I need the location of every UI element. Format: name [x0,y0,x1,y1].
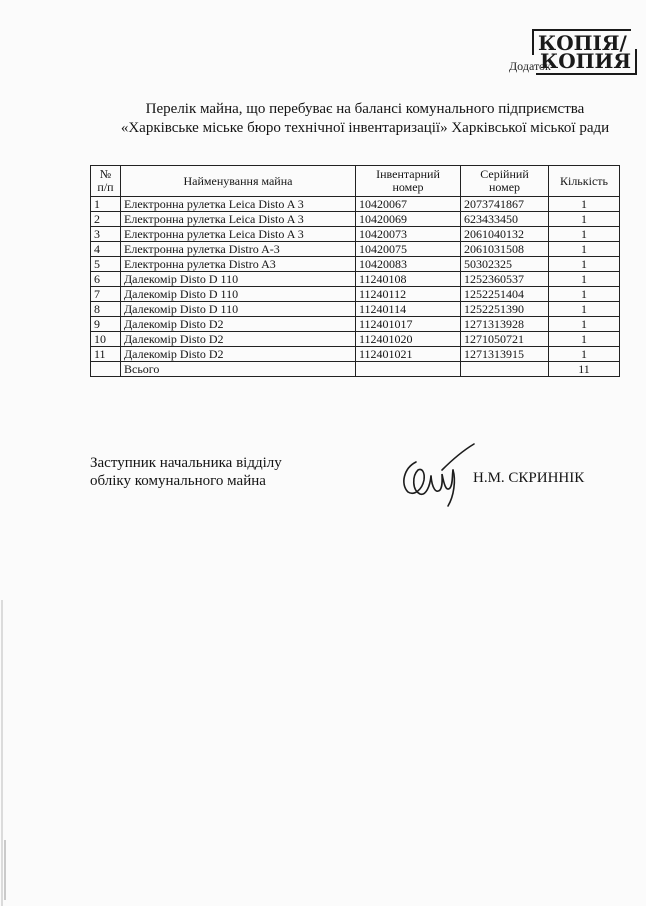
cell-number: 9 [91,317,121,332]
cell-name: Далекомір Disto D2 [121,332,356,347]
cell-serial: 623433450 [461,212,549,227]
header-inventory [356,166,461,197]
cell-quantity: 1 [549,302,620,317]
cell-inventory: 11240112 [356,287,461,302]
cell-name: Далекомір Disto D 110 [121,287,356,302]
header-serial-line-1: Серійний [480,167,529,181]
cell-name: Далекомір Disto D2 [121,317,356,332]
cell-name: Електронна рулетка Leica Disto A 3 [121,227,356,242]
cell-number: 3 [91,227,121,242]
cell-serial-empty [461,362,549,377]
cell-inventory: 112401021 [356,347,461,362]
cell-name: Далекомір Disto D 110 [121,302,356,317]
cell-quantity: 1 [549,257,620,272]
cell-quantity: 1 [549,272,620,287]
header-serial-line-2: номер [488,180,521,194]
table-total-row [91,362,620,377]
cell-number: 1 [91,197,121,212]
cell-quantity: 1 [549,242,620,257]
header-number-line-1: № [99,167,112,181]
header-quantity: Кількість [549,166,620,197]
cell-number: 8 [91,302,121,317]
header-name: Найменування майна [121,166,356,197]
cell-inventory: 10420067 [356,197,461,212]
cell-number-empty [91,362,121,377]
cell-quantity: 1 [549,197,620,212]
cell-quantity: 1 [549,287,620,302]
property-table [90,165,620,377]
annex-label: Додаток [509,59,551,73]
header-inventory-line-2: номер [392,180,424,194]
cell-number: 2 [91,212,121,227]
cell-quantity: 1 [549,332,620,347]
table-row [91,242,620,257]
table-row [91,197,620,212]
table-row [91,287,620,302]
cell-serial: 1252251404 [461,287,549,302]
cell-quantity: 1 [549,212,620,227]
cell-number: 5 [91,257,121,272]
cell-inventory-empty [356,362,461,377]
cell-number: 11 [91,347,121,362]
cell-number: 7 [91,287,121,302]
cell-inventory: 112401017 [356,317,461,332]
cell-inventory: 11240114 [356,302,461,317]
table-row [91,257,620,272]
cell-inventory: 10420069 [356,212,461,227]
table-row [91,347,620,362]
total-quantity: 11 [549,362,620,377]
table-row [91,227,620,242]
cell-number: 10 [91,332,121,347]
cell-serial: 1271050721 [461,332,549,347]
cell-serial: 2061040132 [461,227,549,242]
cell-inventory: 11240108 [356,272,461,287]
table-row [91,212,620,227]
title-line-2: «Харківське міське бюро технічної інвентаризації» Харківської міської ради [120,120,610,136]
cell-name: Електронна рулетка Leica Disto A 3 [121,212,356,227]
header-number [91,166,121,197]
total-label: Всього [121,362,356,377]
cell-name: Електронна рулетка Leica Disto A 3 [121,197,356,212]
cell-serial: 2073741867 [461,197,549,212]
table-row [91,317,620,332]
header-serial [461,166,549,197]
table-row [91,302,620,317]
handwritten-signature [398,440,476,510]
cell-serial: 50302325 [461,257,549,272]
cell-serial: 1271313928 [461,317,549,332]
cell-quantity: 1 [549,347,620,362]
cell-inventory: 10420083 [356,257,461,272]
signatory-name: Н.М. СКРИННІК [473,470,585,486]
cell-number: 4 [91,242,121,257]
cell-quantity: 1 [549,227,620,242]
signatory-position-line-2: обліку комунального майна [90,473,266,489]
cell-name: Електронна рулетка Distro A-3 [121,242,356,257]
cell-name: Далекомір Disto D2 [121,347,356,362]
title-line-1: Перелік майна, що перебуває на балансі комунального підприємства [145,101,585,117]
cell-serial: 1252251390 [461,302,549,317]
cell-quantity: 1 [549,317,620,332]
cell-inventory: 10420075 [356,242,461,257]
table-row [91,272,620,287]
signatory-position-line-1: Заступник начальника відділу [90,455,282,471]
cell-name: Електронна рулетка Distro A3 [121,257,356,272]
cell-serial: 1252360537 [461,272,549,287]
stamp-line-2: КОПИЯ [536,49,637,75]
cell-inventory: 112401020 [356,332,461,347]
cell-number: 6 [91,272,121,287]
table-row [91,332,620,347]
document-title [90,100,640,138]
table-header-row [91,166,620,197]
cell-inventory: 10420073 [356,227,461,242]
cell-serial: 2061031508 [461,242,549,257]
stamp-line-1: КОПІЯ/ [532,29,631,55]
cell-name: Далекомір Disto D 110 [121,272,356,287]
header-inventory-line-1: Інвентарний [376,167,440,181]
header-number-line-2: п/п [97,180,114,194]
signatory-position [90,454,282,490]
cell-serial: 1271313915 [461,347,549,362]
